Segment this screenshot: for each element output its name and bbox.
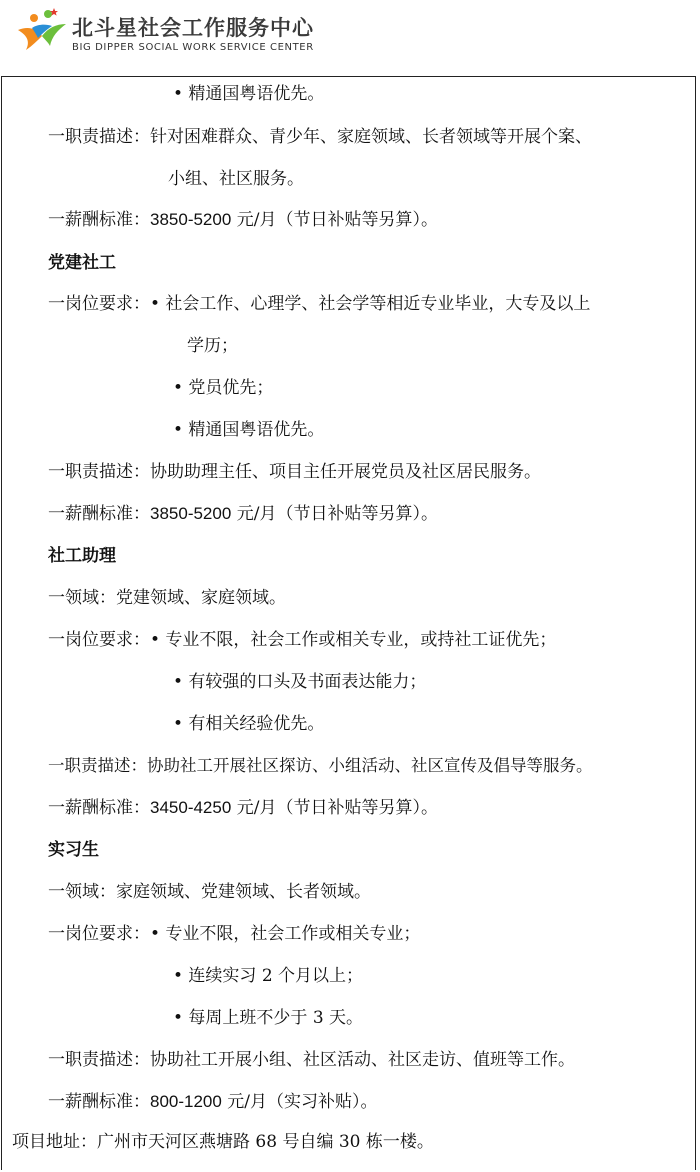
salary-line <box>48 1090 377 1114</box>
salary-range: 800-1200 <box>150 1092 222 1111</box>
project-address: 项目地址：广州市天河区燕塘路 68 号自编 30 栋一楼。 <box>12 1132 434 1152</box>
salary-range: 3450-4250 <box>150 798 232 817</box>
section-heading: 党建社工 <box>48 253 116 273</box>
bullet-line: • 每周上班不少于 3 天。 <box>173 1008 364 1028</box>
duty-description: 一职责描述：协助助理主任、项目主任开展党员及社区居民服务。 <box>48 462 541 482</box>
bullet-line: • 党员优先； <box>173 378 274 398</box>
duty-description-cont: 小组、社区服务。 <box>168 169 304 189</box>
section-heading: 社工助理 <box>48 546 116 566</box>
salary-range: 3850-5200 <box>150 504 232 523</box>
bullet-line: • 有较强的口头及书面表达能力； <box>173 672 427 692</box>
duty-description: 一职责描述：协助社工开展小组、社区活动、社区走访、值班等工作。 <box>48 1050 575 1070</box>
page-header <box>0 0 700 70</box>
bullet-line: • 有相关经验优先。 <box>173 714 325 734</box>
field-line: 一领域：家庭领域、党建领域、长者领域。 <box>48 882 371 902</box>
salary-label: 一薪酬标准： <box>48 210 150 230</box>
salary-line <box>48 796 438 820</box>
bullet-line: • 精通国粤语优先。 <box>173 84 325 104</box>
salary-line <box>48 502 438 526</box>
salary-note: 元/月（实习补贴）。 <box>221 1092 378 1112</box>
bullet-line: • 精通国粤语优先。 <box>173 420 325 440</box>
salary-line <box>48 208 438 232</box>
requirement-line: 一岗位要求：• 专业不限，社会工作或相关专业，或持社工证优先； <box>48 630 557 650</box>
big-dipper-logo-icon <box>8 6 68 56</box>
duty-description: 一职责描述：针对困难群众、青少年、家庭领域、长者领域等开展个案、 <box>48 127 592 147</box>
bullet-line: • 连续实习 2 个月以上； <box>173 966 364 986</box>
salary-note: 元/月（节日补贴等另算）。 <box>231 798 438 818</box>
org-name: 北斗星社会工作服务中心 <box>72 16 314 40</box>
salary-label: 一薪酬标准： <box>48 504 150 524</box>
section-heading: 实习生 <box>48 840 99 860</box>
salary-note: 元/月（节日补贴等另算）。 <box>231 504 438 524</box>
salary-label: 一薪酬标准： <box>48 798 150 818</box>
requirement-line: 一岗位要求：• 社会工作、心理学、社会学等相近专业毕业，大专及以上 <box>48 294 591 314</box>
requirement-line-cont: 学历； <box>187 336 238 356</box>
requirement-line: 一岗位要求：• 专业不限，社会工作或相关专业； <box>48 924 421 944</box>
duty-description: 一职责描述：协助社工开展社区探访、小组活动、社区宣传及倡导等服务。 <box>48 756 593 775</box>
salary-label: 一薪酬标准： <box>48 1092 150 1112</box>
salary-note: 元/月（节日补贴等另算）。 <box>231 210 438 230</box>
org-name-en: BIG DIPPER SOCIAL WORK SERVICE CENTER <box>72 42 314 53</box>
field-line: 一领域：党建领域、家庭领域。 <box>48 588 286 608</box>
salary-range: 3850-5200 <box>150 210 232 229</box>
